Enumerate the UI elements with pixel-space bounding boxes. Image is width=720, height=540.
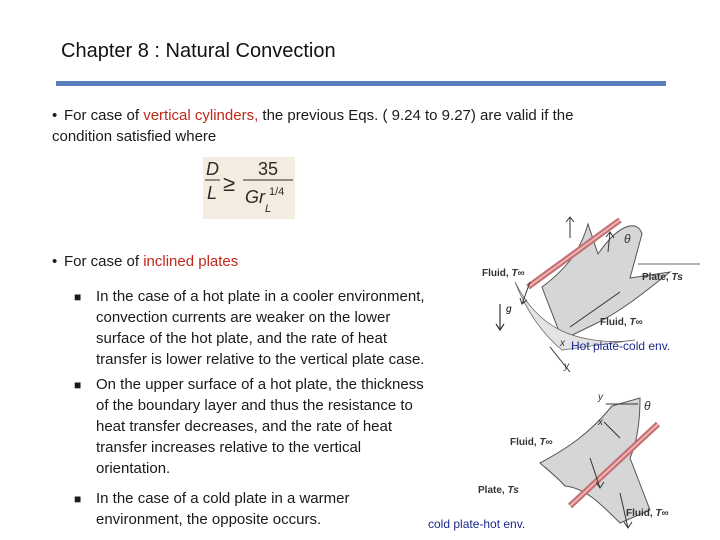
eq-rhs-den-base: Gr	[245, 187, 265, 207]
cold-plate-figure	[470, 378, 720, 540]
square-bullet-icon: ■	[74, 492, 82, 506]
sub-item-line: surface of the hot plate, and the rate of heat	[96, 330, 388, 347]
sub-item-line: convection currents are weaker on the lower	[96, 309, 391, 326]
square-bullet-icon: ■	[74, 290, 82, 304]
hot-fluid-label-top: Fluid, T∞	[482, 268, 525, 279]
eq-rhs-num: 35	[258, 159, 279, 179]
sub-item-line: transfer increases relative to the vertical	[96, 439, 362, 456]
hot-plate-label: Plate, Ts	[642, 272, 683, 283]
hot-plate-caption: Hot plate-cold env.	[571, 339, 671, 353]
bullet-dot: •	[52, 107, 58, 124]
bullet-dot: •	[52, 253, 58, 270]
eq-rhs-den-exp: 1/4	[269, 186, 285, 198]
cold-fluid-label-left: Fluid, T∞	[510, 437, 553, 448]
sub-item-line: In the case of a cold plate in a warmer	[96, 490, 350, 507]
square-bullet-icon: ■	[74, 378, 82, 392]
hot-flow-arrow-1	[566, 217, 574, 238]
sub-item-line: On the upper surface of a hot plate, the thickness	[96, 376, 424, 393]
eq-relation: ≥	[223, 171, 236, 196]
sub-item-line: transfer is lower relative to the vertical plate case.	[96, 351, 425, 368]
equation-graphic	[203, 157, 295, 219]
sub-item-line: of the boundary layer and thus the resistance to	[96, 397, 413, 414]
gravity-arrow-icon	[496, 304, 504, 330]
sub-item-line: orientation.	[96, 460, 171, 477]
bullet1-line2: condition satisfied where	[52, 128, 217, 145]
hot-y-label: y	[564, 361, 569, 372]
sub-item-line: environment, the opposite occurs.	[96, 511, 322, 528]
bullet1-rest: the previous Eqs. ( 9.24 to 9.27) are valid if the	[258, 107, 574, 124]
equation-box	[203, 157, 295, 219]
hot-plate-figure	[470, 212, 720, 382]
hot-fluid-label-right: Fluid, T∞	[600, 317, 643, 328]
slide-title: Chapter 8 : Natural Convection	[61, 40, 336, 62]
title-divider	[56, 81, 666, 86]
bullet-vertical-cylinders	[52, 105, 672, 147]
sub-item-cold	[74, 488, 350, 530]
hot-x-label: x	[560, 338, 565, 349]
theta-label: θ	[624, 232, 631, 246]
bullet2-prefix: For case of	[64, 253, 144, 270]
bullet-inclined-plates	[52, 251, 238, 272]
bullet2-highlight: inclined plates	[143, 253, 239, 270]
eq-lhs-den: L	[207, 183, 218, 203]
bullet1-prefix: For case of	[64, 107, 144, 124]
cold-x-label: x	[598, 417, 603, 428]
cold-plate-caption: cold plate-hot env.	[428, 517, 526, 531]
gravity-label: g	[506, 304, 512, 315]
cold-fluid-label-right: Fluid, T∞	[626, 508, 669, 519]
sub-item-hot-lower	[74, 286, 425, 370]
eq-rhs-den-sub: L	[265, 203, 272, 215]
sub-item-hot-upper	[74, 374, 424, 479]
bullet1-highlight: vertical cylinders,	[143, 107, 259, 124]
sub-item-line: In the case of a hot plate in a cooler environment,	[96, 288, 425, 305]
sub-item-line: heat transfer decreases, and the rate of heat	[96, 418, 393, 435]
cold-plate-label: Plate, Ts	[478, 485, 519, 496]
cold-plate-boundary	[540, 398, 650, 523]
cold-y-label: y	[598, 392, 603, 403]
eq-lhs-num: D	[206, 159, 219, 179]
cold-theta-label: θ	[644, 399, 651, 413]
